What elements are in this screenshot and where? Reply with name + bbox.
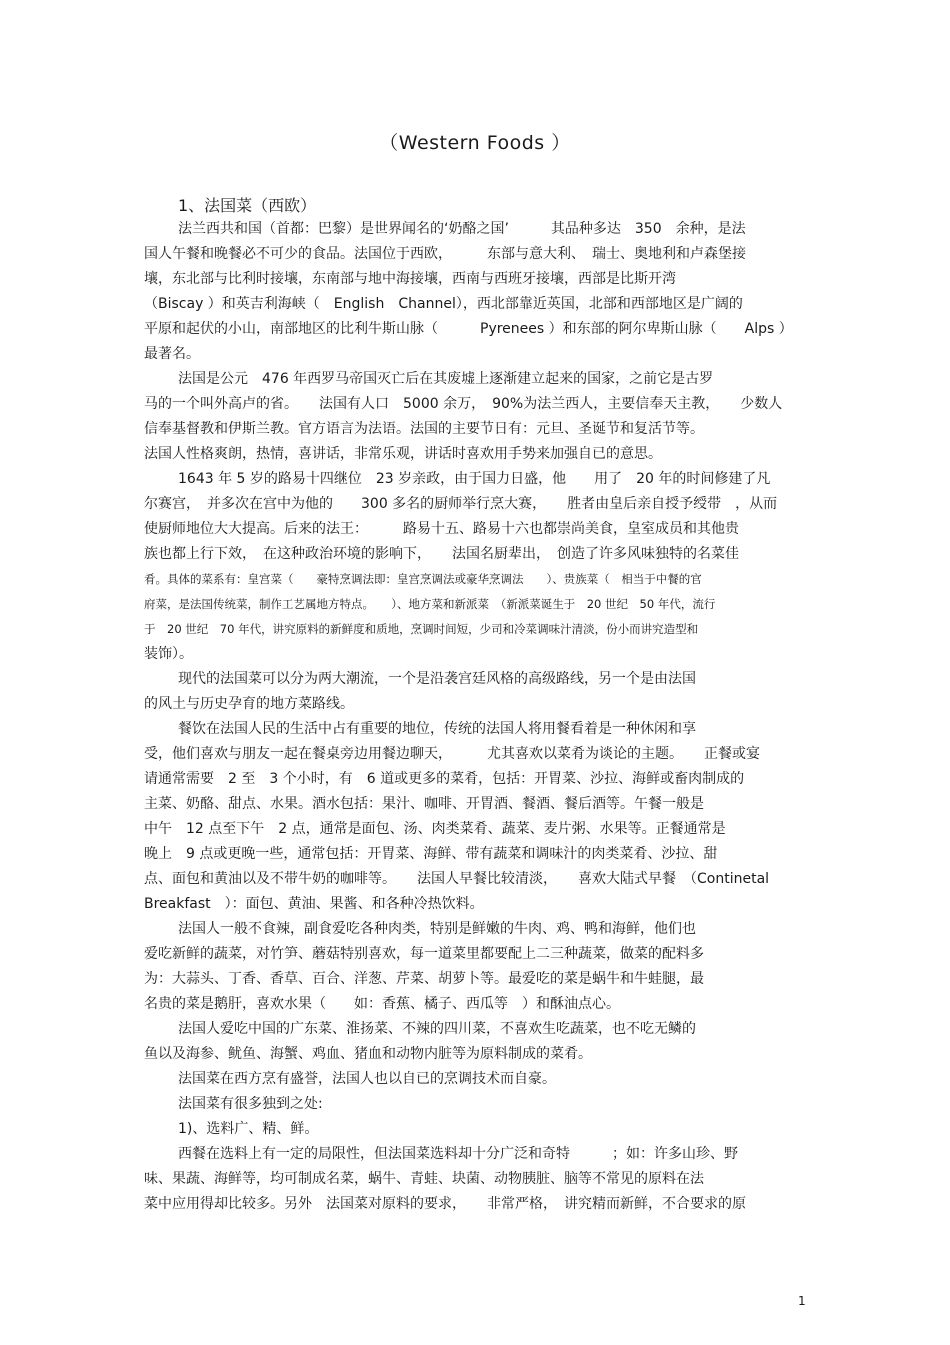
body-text — [144, 217, 808, 1217]
text-line: 法兰西共和国（首都：巴黎）是世界闻名的‘奶酪之国’ 其品种多达 350 余种，是法 — [178, 221, 746, 237]
text-line: 法国人性格爽朗，热情，喜讲话，非常乐观，讲话时喜欢用手势来加强自已的意思。 — [144, 446, 662, 462]
text-line: 西餐在选料上有一定的局限性，但法国菜选料却十分广泛和奇特 ；如：许多山珍、野 — [178, 1146, 738, 1162]
section-heading: 1、法国菜（西欧） — [178, 196, 317, 215]
text-line: 法国人一般不食辣，副食爱吃各种肉类，特别是鲜嫩的牛肉、鸡、鸭和海鲜，他们也 — [178, 921, 696, 937]
text-line: 法国人爱吃中国的广东菜、淮扬菜、不辣的四川菜，不喜欢生吃蔬菜，也不吃无鳞的 — [178, 1021, 696, 1037]
text-line: 壤，东北部与比利时接壤，东南部与地中海接壤，西南与西班牙接壤，西部是比斯开湾 — [144, 271, 676, 287]
text-line: 尔赛宫， 并多次在宫中为他的 300 多名的厨师举行烹大赛， 胜者由皇后亲自授予绶带 ，从而 — [144, 496, 778, 512]
text-line: 族也都上行下效， 在这种政治环境的影响下， 法国名厨辈出， 创造了许多风味独特的名菜佳 — [144, 546, 739, 562]
text-line: 为：大蒜头、丁香、香草、百合、洋葱、芹菜、胡萝卜等。最爱吃的菜是蜗牛和牛蛙腿，最 — [144, 971, 704, 987]
text-line: 于 20 世纪 70 年代，讲究原料的新鲜度和质地，烹调时间短，少司和冷菜调味汁清淡，份小而讲究造型和 — [144, 622, 699, 636]
text-line: 1643 年 5 岁的路易十四继位 23 岁亲政，由于国力日盛，他 用了 20 年的时间修建了凡 — [178, 471, 771, 487]
text-line: 国人午餐和晚餐必不可少的食品。法国位于西欧， 东部与意大利、 瑞士、奥地利和卢森堡接 — [144, 246, 746, 262]
text-line: 请通常需要 2 至 3 个小时，有 6 道或更多的菜肴，包括：开胃菜、沙拉、海鲜或畜肉制成的 — [144, 771, 745, 787]
text-line: 菜中应用得却比较多。另外 法国菜对原料的要求， 非常严格， 讲究精而新鲜，不合要求的原 — [144, 1196, 746, 1212]
page-number: 1 — [798, 1294, 806, 1308]
text-line: 法国菜在西方烹有盛誉，法国人也以自已的烹调技术而自豪。 — [178, 1071, 556, 1087]
text-line: 法国是公元 476 年西罗马帝国灭亡后在其废墟上逐渐建立起来的国家，之前它是古罗 — [178, 371, 714, 387]
text-line: 晚上 9 点或更晚一些，通常包括：开胃菜、海鲜、带有蔬菜和调味汁的肉类菜肴、沙拉、甜 — [144, 846, 718, 862]
text-line: 肴。具体的菜系有：皇宫菜（ 豪特烹调法即：皇宫烹调法或豪华烹调法 ）、贵族菜（ 相当于中餐的官 — [144, 572, 702, 586]
text-line: 装饰）。 — [144, 646, 193, 662]
text-line: 平原和起伏的小山，南部地区的比利牛斯山脉（ Pyrenees ）和东部的阿尔卑斯山脉（ Alps ） — [144, 321, 793, 337]
text-line: 名贵的菜是鹅肝，喜欢水果（ 如：香蕉、橘子、西瓜等 ）和酥油点心。 — [144, 996, 620, 1012]
text-line: 使厨师地位大大提高。后来的法王： 路易十五、路易十六也都崇尚美食，皇室成员和其他贵 — [144, 521, 739, 537]
text-line: 现代的法国菜可以分为两大潮流，一个是沿袭宫廷风格的高级路线，另一个是由法国 — [178, 671, 696, 687]
text-line: 的风土与历史孕育的地方菜路线。 — [144, 696, 354, 712]
text-line: 1)、选料广、精、鲜。 — [178, 1121, 319, 1137]
text-line: 主菜、奶酪、甜点、水果。酒水包括：果汁、咖啡、开胃酒、餐酒、餐后酒等。午餐一般是 — [144, 796, 704, 812]
text-line: 中午 12 点至下午 2 点，通常是面包、汤、肉类菜肴、蔬菜、麦片粥、水果等。正餐通常是 — [144, 821, 726, 837]
text-line: 府菜，是法国传统菜，制作工艺属地方特点。 ）、地方菜和新派菜 （新派菜诞生于 20 世纪 50 年代，流行 — [144, 597, 716, 611]
text-line: 马的一个叫外高卢的省。 法国有人口 5000 余万， 90%为法兰西人，主要信奉天主教， 少数人 — [144, 396, 783, 412]
text-line: 味、果蔬、海鲜等，均可制成名菜，蜗牛、青蛙、块菌、动物胰脏、脑等不常见的原料在法 — [144, 1171, 704, 1187]
text-line: 法国菜有很多独到之处: — [178, 1096, 323, 1112]
text-line: 点、面包和黄油以及不带牛奶的咖啡等。 法国人早餐比较清淡， 喜欢大陆式早餐 （Continetal — [144, 871, 770, 887]
text-line: （Biscay ）和英吉利海峡（ English Channel），西北部靠近英国，北部和西部地区是广阔的 — [144, 296, 743, 312]
text-line: 最著名。 — [144, 346, 200, 362]
text-line: 受，他们喜欢与朋友一起在餐桌旁边用餐边聊天， 尤其喜欢以菜肴为谈论的主题。 正餐或宴 — [144, 746, 760, 762]
text-line: 爱吃新鲜的蔬菜，对竹笋、蘑菇特别喜欢，每一道菜里都要配上二三种蔬菜，做菜的配料多 — [144, 946, 704, 962]
text-line: 餐饮在法国人民的生活中占有重要的地位，传统的法国人将用餐看着是一种休闲和享 — [178, 721, 696, 737]
document-title: （Western Foods ） — [379, 132, 571, 154]
text-line: 信奉基督教和伊斯兰教。官方语言为法语。法国的主要节日有：元旦、圣诞节和复活节等。 — [144, 421, 704, 437]
text-line: 鱼以及海参、鱿鱼、海蟹、鸡血、猪血和动物内脏等为原料制成的菜肴。 — [144, 1046, 592, 1062]
text-line: Breakfast ）：面包、黄油、果酱、和各种冷热饮料。 — [144, 896, 484, 912]
